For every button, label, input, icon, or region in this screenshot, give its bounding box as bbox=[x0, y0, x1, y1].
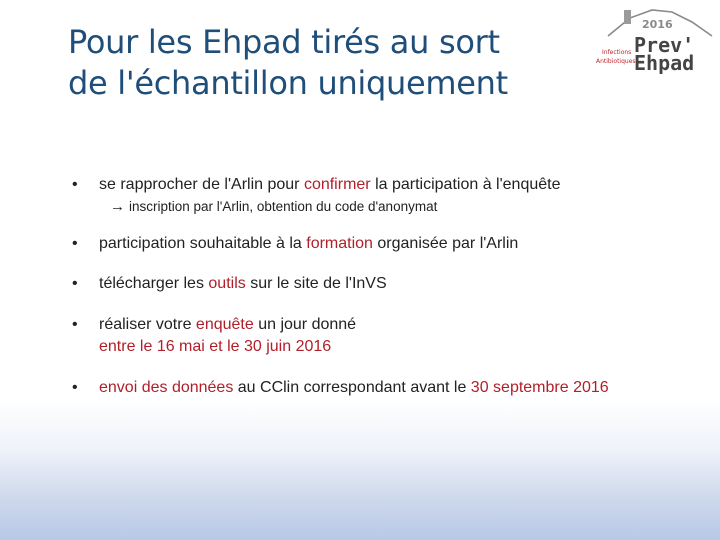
bullet-highlight: enquête bbox=[195, 316, 254, 333]
bullet-marker: • bbox=[72, 275, 78, 292]
logo-caption-infections: Infections bbox=[602, 49, 632, 56]
bullet-text-part: réaliser votre bbox=[99, 316, 196, 333]
logo-year: 2016 bbox=[642, 18, 673, 31]
bullet-marker: • bbox=[72, 235, 78, 252]
bullet-text bbox=[99, 233, 518, 255]
bullet-text-part: sur le site de l'InVS bbox=[245, 275, 387, 292]
bullet-text bbox=[99, 174, 560, 196]
bullet-marker: • bbox=[72, 379, 78, 396]
logo-word-ehpad: Ehpad bbox=[634, 51, 695, 75]
prev-ehpad-logo bbox=[594, 6, 716, 80]
slide-title-line-2: de l'échantillon uniquement bbox=[68, 64, 508, 102]
bullet-text-part: se rapprocher de l'Arlin pour bbox=[99, 176, 304, 193]
bullet-text bbox=[99, 377, 609, 399]
slide-title bbox=[68, 22, 588, 104]
bullet-text-part: organisée par l'Arlin bbox=[372, 235, 519, 252]
bullet-subitem-text: inscription par l'Arlin, obtention du code d'anonymat bbox=[129, 199, 438, 214]
bullet-subitem-1 bbox=[110, 198, 437, 216]
bullet-text-part: participation souhaitable à la bbox=[99, 235, 307, 252]
bullet-highlight: 30 septembre 2016 bbox=[470, 379, 609, 396]
bullet-highlight: envoi des données bbox=[99, 379, 234, 396]
bullet-text-part: télécharger les bbox=[99, 275, 209, 292]
bullet-text bbox=[99, 314, 356, 358]
bullet-text-part: au CClin correspondant avant le bbox=[233, 379, 471, 396]
arrow-right-icon: → bbox=[110, 198, 125, 215]
bullet-marker: • bbox=[72, 176, 78, 193]
slide-title-line-1: Pour les Ehpad tirés au sort bbox=[68, 23, 500, 61]
bullet-text bbox=[99, 273, 387, 295]
bullet-marker: • bbox=[72, 316, 78, 333]
logo-chimney bbox=[624, 10, 631, 24]
bullet-highlight-line2: entre le 16 mai et le 30 juin 2016 bbox=[99, 338, 332, 355]
bullet-highlight: formation bbox=[306, 235, 373, 252]
logo-caption-antibiotiques: Antibiotiques bbox=[596, 58, 636, 65]
bullet-highlight: confirmer bbox=[303, 176, 371, 193]
bullet-text-part: un jour donné bbox=[253, 316, 357, 333]
bullet-highlight: outils bbox=[208, 275, 246, 292]
bullet-text-part: la participation à l'enquête bbox=[370, 176, 561, 193]
logo-word-prev: Prev' bbox=[634, 33, 695, 57]
